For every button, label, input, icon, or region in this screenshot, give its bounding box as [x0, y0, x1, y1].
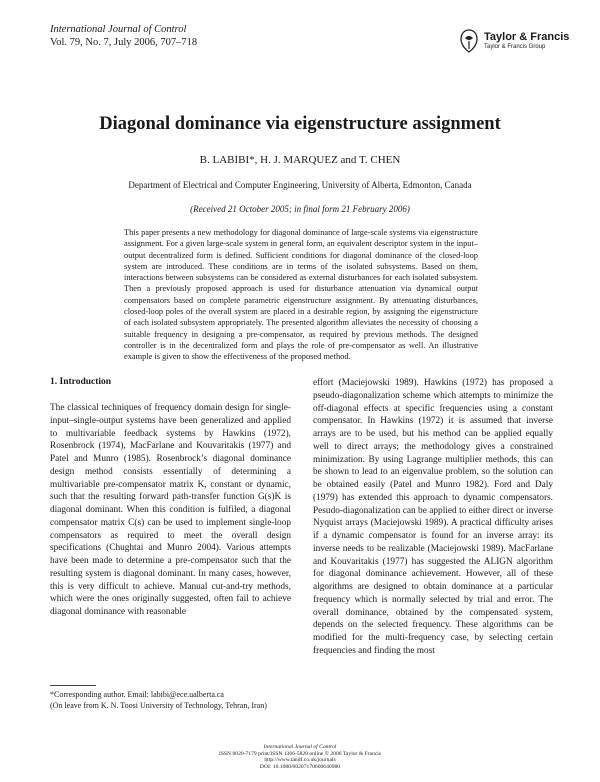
footer-url: http://www.tandf.co.uk/journals [264, 757, 336, 764]
section-heading: 1. Introduction [50, 377, 112, 387]
volume-line: Vol. 79, No. 7, July 2006, 707–718 [50, 37, 198, 48]
footer-issn: ISSN 0020-7179 print/ISSN 1366-5820 online © 2006 Taylor & Francis [218, 750, 382, 757]
footer-journal: International Journal of Control [263, 744, 337, 750]
footnote-divider [50, 685, 96, 686]
publisher-name: Taylor & Francis [484, 31, 570, 44]
abstract: This paper presents a new methodology for diagonal dominance of large-scale systems via eigenstructure assignment. For a given large-scale system in general form, an equivalent descriptor system in the input–output decentralized form is defined. Sufficient conditions for diagonal dominance of the closed-loop system are introduced. These conditions are in terms of the isolated subsystems. Based on them, interactions between subsystems can be considered as external disturbances for each isolated subsystem. Then a previously proposed approach is used for disturbance attenuation via dynamical output compensators based on complete parametric eigenstructure assignment. By attenuating disturbances, closed-loop poles of the overall system are placed in a desirable region, by assigning the eigenstructure of each isolated subsystem appropriately. The presented algorithm alleviates the necessity of choosing a suitable frequency in designing a pre-compensator, as required by previous methods. The designed controller is in the decentralized form and plays the role of pre-compensator as well. An illustrative example is given to show the effectiveness of the proposed method. [124, 228, 478, 362]
authors: B. LABIBI*, H. J. MARQUEZ and T. CHEN [199, 154, 401, 166]
publisher-group: Taylor & Francis Group [484, 43, 546, 50]
footnote-corresponding: *Corresponding author. Email: labibi@ece.ualberta.ca [50, 690, 224, 699]
article-title: Diagonal dominance via eigenstructure assignment [99, 114, 501, 134]
footer-doi: DOI: 10.1080/00207170600640980 [259, 763, 341, 770]
page-footer [0, 744, 600, 770]
footnote-on-leave: (On leave from K. N. Toosi University of Technology, Tehran, Iran) [50, 700, 267, 710]
received-text: (Received 21 October 2005; in final form 21 February 2006) [190, 204, 410, 214]
footnotes [50, 690, 300, 712]
affiliation: Department of Electrical and Computer Engineering, University of Alberta, Edmonton, Canada [128, 180, 472, 190]
publisher-logo-block [458, 28, 569, 54]
publisher-logo-icon [458, 28, 480, 54]
left-column-text: The classical techniques of frequency domain design for single-input–single-output systems have been generalized and applied to multivariable feedback systems by Hawkins (1972), Rosenbrock (1974), MacFarlane and Kouvaritakis (1977) and Patel and Munro (1985). Rosenbrock’s diagonal dominance design method consists essentially of determining a multivariable pre-compensator matrix K, constant or dynamic, such that the resulting forward path-transfer function G(s)K is diagonal dominant. When this condition is fulfiled, a diagonal compensator matrix C(s) can be used to implement single-loop compensators as required to meet the overall design specifications (Chughtai and Munro 2004). Various attempts have been made to determine a pre-compensator such that the resulting system is diagonal dominant. In many cases, however, this is very difficult to achieve. Manual cut-and-try methods, which were the ones originally suggested, often fail to achieve diagonal dominance with reasonable [50, 403, 291, 617]
journal-name: International Journal of Control [50, 24, 187, 35]
right-column-text: effort (Maciejowski 1989). Hawkins (1972) has proposed a pseudo-diagonalization scheme which attempts to minimize the off-diagonal effects at specific frequencies using a constant compensator. In Hawkins (1972) it is assumed that inverse arrays are to be used, but his method can be applied equally well to direct arrays; the methodology gives a constrained minimization. By using Lagrange multiplier methods, this can be shown to lead to an eigenvalue problem, so the solution can be obtained easily (Patel and Munro 1982). Ford and Daly (1979) has extended this approach to dynamic compensators. Pesudo-diagonalization can be applied to either direct or inverse Nyquist arrays (Maciejowski 1989). A practical difficulty arises if a dynamic compensator is found for an inverse array: its inverse needs to be realizable (Maciejowski 1989). MacFarlane and Kouvaritakis (1977) has suggested the ALIGN algorithm for diagonal dominance achievement. However, all of these algorithms are designed to obtain dominance at a particular frequency which is normally selected by trial and error. The overall dominance, obtained by the compensated system, depends on the selected frequency. These algorithms can be modified for the multi-frequency case, by selecting certain frequencies and finding the most [313, 378, 553, 656]
received-dates [0, 204, 600, 214]
